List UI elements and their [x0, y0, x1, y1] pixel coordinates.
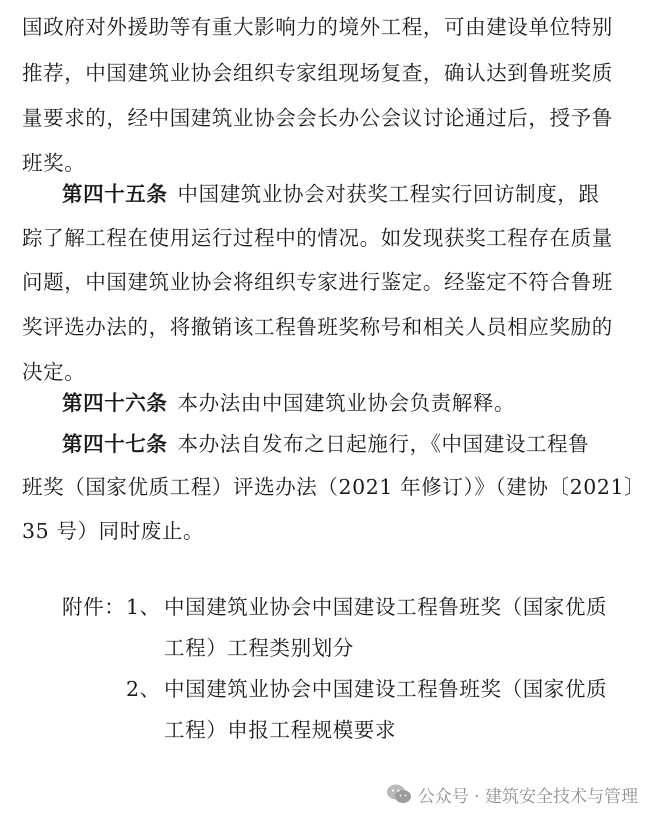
attachment-2-line-2: 工程）申报工程规模要求 [164, 718, 397, 742]
attachment-1-line-1: 中国建筑业协会中国建设工程鲁班奖（国家优质 [164, 595, 608, 619]
watermark-text: 公众号 · 建筑安全技术与管理 [417, 786, 638, 807]
article47-title: 第四十七条 [62, 432, 168, 456]
attachment-1-line-2: 工程）工程类别划分 [164, 636, 354, 660]
intro-line-4: 班奖。 [22, 151, 86, 175]
article45-line-1 [0, 177, 660, 211]
attachment-1-number: 1、 [126, 595, 161, 619]
attachments-label: 附件： [62, 595, 126, 619]
article45-line-3: 问题，中国建筑业协会将组织专家进行鉴定。经鉴定不符合鲁班 [22, 270, 613, 294]
article46-text-1: 本办法由中国建筑业协会负责解释。 [177, 391, 516, 415]
wechat-icon [386, 783, 412, 805]
wechat-watermark [386, 779, 638, 809]
intro-line-1: 国政府对外援助等有重大影响力的境外工程，可由建设单位特别 [22, 15, 613, 39]
article45-line-5: 决定。 [22, 360, 86, 384]
attachment-2-number: 2、 [126, 677, 161, 701]
article46-line-1 [0, 386, 660, 420]
intro-line-2: 推荐，中国建筑业协会组织专家组现场复查，确认达到鲁班奖质 [22, 61, 613, 85]
article45-text-1: 中国建筑业协会对获奖工程实行回访制度，跟 [177, 182, 600, 206]
intro-line-3: 量要求的，经中国建筑业协会会长办公会议讨论通过后，授予鲁 [22, 106, 613, 130]
article45-line-2: 踪了解工程在使用运行过程中的情况。如发现获奖工程存在质量 [22, 226, 613, 250]
article46-title: 第四十六条 [62, 391, 168, 415]
article47-text-1: 本办法自发布之日起施行，《中国建设工程鲁 [177, 432, 590, 456]
article47-line-3: 35 号）同时废止。 [22, 519, 205, 543]
attachment-2-line-1: 中国建筑业协会中国建设工程鲁班奖（国家优质 [164, 677, 608, 701]
article47-line-2: 班奖（国家优质工程）评选办法（2021 年修订）》（建协〔2021〕 [22, 475, 646, 499]
article45-line-4: 奖评选办法的，将撤销该工程鲁班奖称号和相关人员相应奖励的 [22, 315, 613, 339]
article45-title: 第四十五条 [62, 182, 168, 206]
article47-line-1 [0, 427, 660, 461]
